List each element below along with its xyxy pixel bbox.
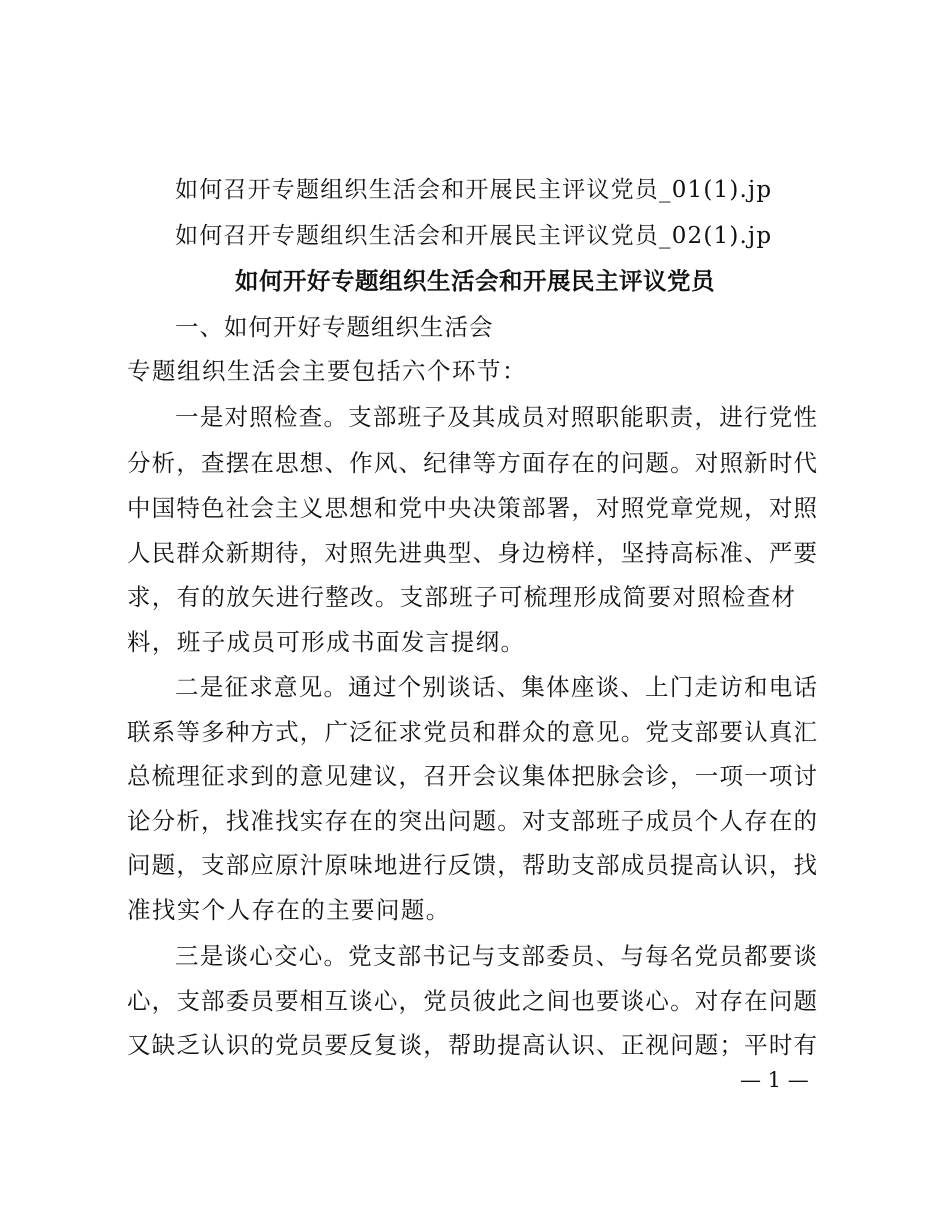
paragraph-1-line: 一是对照检查。支部班子及其成员对照职能职责，进行党性 xyxy=(175,403,817,431)
paragraph-1-line: 中国特色社会主义思想和党中央决策部署，对照党章党规，对照 xyxy=(127,494,817,522)
paragraph-3-line: 三是谈心交心。党支部书记与支部委员、与每名党员都要谈 xyxy=(175,942,817,970)
paragraph-3-line: 心，支部委员要相互谈心，党员彼此之间也要谈心。对存在问题 xyxy=(127,987,817,1015)
paragraph-2-line: 二是征求意见。通过个别谈话、集体座谈、上门走访和电话 xyxy=(175,673,817,701)
document-title: 如何开好专题组织生活会和开展民主评议党员 xyxy=(235,267,715,295)
paragraph-2-line: 论分析，找准找实存在的突出问题。对支部班子成员个人存在的 xyxy=(127,807,817,835)
paragraph-2-line: 联系等多种方式，广泛征求党员和群众的意见。党支部要认真汇 xyxy=(127,718,817,746)
file-name-line-1: 如何召开专题组织生活会和开展民主评议党员_01(1).jp xyxy=(175,177,773,203)
paragraph-1-line: 人民群众新期待，对照先进典型、身边榜样，坚持高标准、严要 xyxy=(127,539,817,567)
intro-line: 专题组织生活会主要包括六个环节： xyxy=(127,357,527,385)
paragraph-2-line: 准找实个人存在的主要问题。 xyxy=(127,896,451,924)
section-heading: 一、如何开好专题组织生活会 xyxy=(175,313,494,341)
paragraph-3-line: 又缺乏认识的党员要反复谈，帮助提高认识、正视问题；平时有 xyxy=(127,1031,817,1059)
paragraph-2-line: 总梳理征求到的意见建议，召开会议集体把脉会诊，一项一项讨 xyxy=(127,762,817,790)
paragraph-2-line: 问题，支部应原汁原味地进行反馈，帮助支部成员提高认识，找 xyxy=(127,851,817,879)
file-name-line-2: 如何召开专题组织生活会和开展民主评议党员_02(1).jp xyxy=(175,223,773,249)
paragraph-1-line: 求，有的放矢进行整改。支部班子可梳理形成简要对照检查材 xyxy=(127,583,795,611)
paragraph-1-line: 分析，查摆在思想、作风、纪律等方面存在的问题。对照新时代 xyxy=(127,449,817,477)
page-number: — 1 — xyxy=(740,1068,809,1092)
paragraph-1-line: 料，班子成员可形成书面发言提纲。 xyxy=(127,628,526,656)
